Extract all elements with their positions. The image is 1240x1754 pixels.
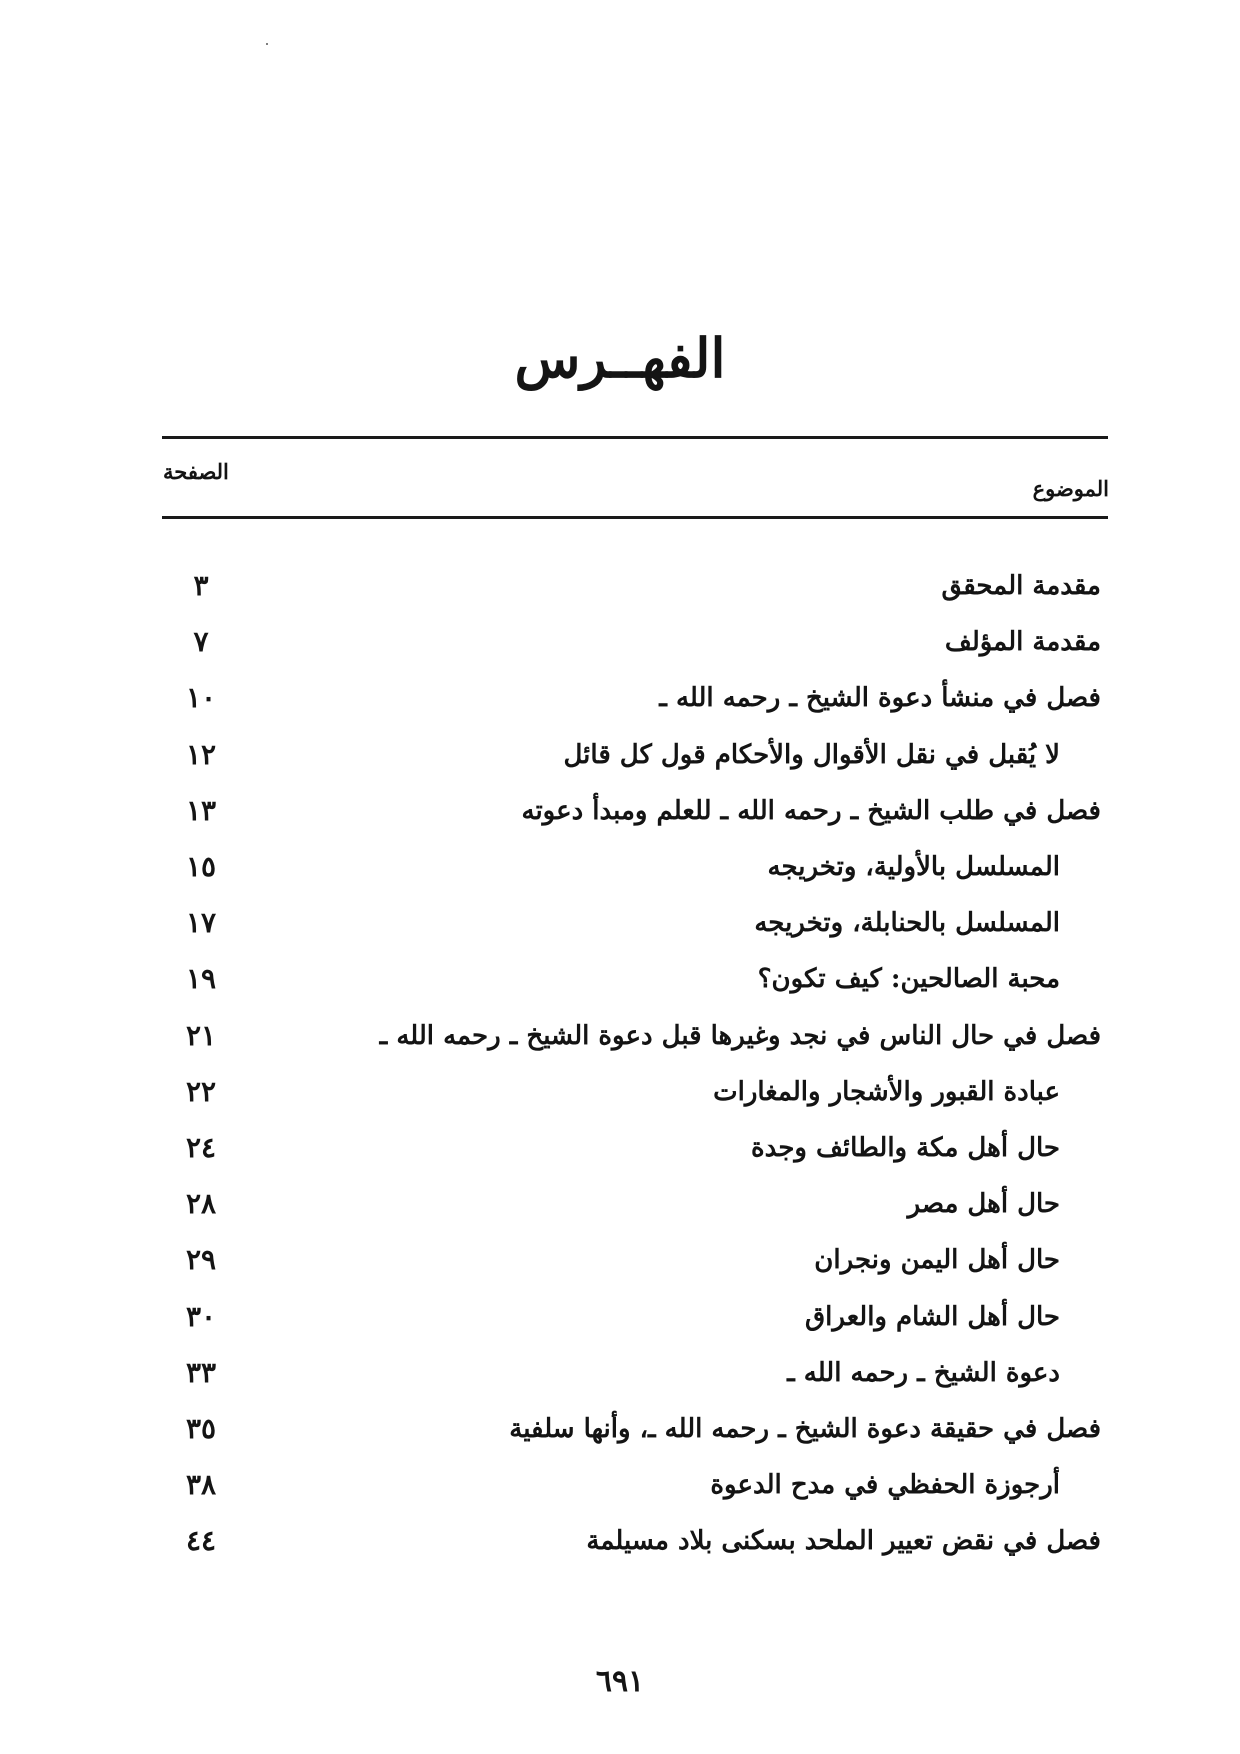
toc-entry-title: حال أهل مكة والطائف وجدة: [751, 1133, 1060, 1163]
toc-entry-page: ١٢: [185, 738, 217, 771]
toc-entry-page: ٢٢: [185, 1075, 217, 1108]
toc-entry-title: فصل في حقيقة دعوة الشيخ ـ رحمه الله ـ، وأنها سلفية: [509, 1414, 1101, 1444]
toc-entry: [0, 1459, 1240, 1515]
toc-entry: [0, 1178, 1240, 1234]
toc-entry-page: ٢٤: [185, 1131, 217, 1164]
toc-entry-title: فصل في حال الناس في نجد وغيرها قبل دعوة الشيخ ـ رحمه الله ـ: [379, 1021, 1101, 1051]
toc-entry-title: حال أهل اليمن ونجران: [814, 1245, 1060, 1275]
toc-entry: [0, 1403, 1240, 1459]
toc-entry: [0, 616, 1240, 672]
toc-entry-title: لا يُقبل في نقل الأقوال والأحكام قول كل قائل: [563, 740, 1060, 770]
toc-entry: [0, 729, 1240, 785]
toc-entry: [0, 1122, 1240, 1178]
toc-entry-title: المسلسل بالأولية، وتخريجه: [767, 852, 1060, 882]
toc-entry-title: مقدمة المحقق: [941, 571, 1101, 601]
toc-entry-page: ١٩: [185, 962, 217, 995]
toc-entry-page: ٣: [193, 569, 209, 602]
toc-entry-page: ٧: [193, 625, 209, 658]
toc-entry: [0, 1010, 1240, 1066]
toc-entry-title: المسلسل بالحنابلة، وتخريجه: [754, 908, 1060, 938]
toc-entry-page: ٢٨: [185, 1187, 217, 1220]
toc-entry-page: ٣٠: [185, 1300, 217, 1333]
toc-entry-page: ١٧: [185, 906, 217, 939]
toc-entry: [0, 1515, 1240, 1571]
toc-entry-page: ٤٤: [185, 1524, 217, 1557]
toc-entry: [0, 1291, 1240, 1347]
toc-entry: [0, 560, 1240, 616]
toc-entry: [0, 953, 1240, 1009]
toc-entry-title: عبادة القبور والأشجار والمغارات: [713, 1077, 1060, 1107]
toc-entry-title: دعوة الشيخ ـ رحمه الله ـ: [787, 1358, 1060, 1388]
toc-entry-title: مقدمة المؤلف: [944, 627, 1101, 657]
toc-entry: [0, 897, 1240, 953]
toc-entry: [0, 1347, 1240, 1403]
column-header-topic: الموضوع: [1032, 476, 1109, 501]
toc-entry-title: فصل في منشأ دعوة الشيخ ـ رحمه الله ـ: [659, 683, 1101, 713]
toc-entry-title: حال أهل الشام والعراق: [804, 1302, 1060, 1332]
page-title: الفهــرس: [514, 326, 726, 390]
toc-entry-page: ٢٩: [185, 1243, 217, 1276]
toc-entry-title: أرجوزة الحفظي في مدح الدعوة: [710, 1470, 1060, 1500]
toc-entry: [0, 785, 1240, 841]
page-number: ٦٩١: [595, 1664, 645, 1699]
toc-entry-title: فصل في طلب الشيخ ـ رحمه الله ـ للعلم ومبدأ دعوته: [521, 796, 1101, 826]
toc-entry: [0, 1066, 1240, 1122]
toc-entry-title: فصل في نقض تعيير الملحد بسكنى بلاد مسيلمة: [586, 1526, 1101, 1556]
toc-entry-page: ١٣: [185, 794, 217, 827]
toc-entry: [0, 1234, 1240, 1290]
toc-entry: [0, 672, 1240, 728]
toc-entry-page: ١٠: [185, 681, 217, 714]
toc-entry-page: ٣٨: [185, 1468, 217, 1501]
toc-entry: [0, 841, 1240, 897]
toc-entry-page: ١٥: [185, 850, 217, 883]
toc-entry-page: ٣٥: [185, 1412, 217, 1445]
toc-entry-title: حال أهل مصر: [907, 1189, 1060, 1219]
toc-entry-title: محبة الصالحين: كيف تكون؟: [757, 964, 1060, 994]
column-header-page: الصفحة: [163, 459, 229, 484]
toc-entry-page: ٣٣: [185, 1356, 217, 1389]
toc-entry-page: ٢١: [185, 1019, 217, 1052]
